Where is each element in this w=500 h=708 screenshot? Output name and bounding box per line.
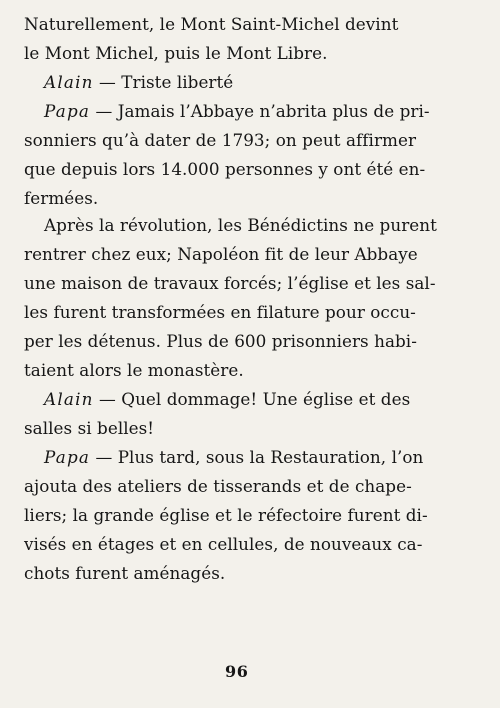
line-text: que depuis lors 14.000 personnes y ont été en- xyxy=(24,159,426,179)
speaker-name: Alain xyxy=(44,72,94,92)
line-text: — Quel dommage! Une église et des xyxy=(93,389,411,409)
text-line-6 xyxy=(24,159,425,179)
speaker-name: Alain xyxy=(44,389,94,409)
text-line-2 xyxy=(24,43,327,63)
text-line-9 xyxy=(24,244,418,264)
text-line-18 xyxy=(24,505,428,525)
text-line-1 xyxy=(24,14,398,34)
line-text: fermées. xyxy=(24,188,99,208)
line-text: Après la révolution, les Bénédictins ne purent xyxy=(44,215,437,235)
text-line-13 xyxy=(24,360,244,380)
text-line-5 xyxy=(24,130,416,150)
text-line-11 xyxy=(24,302,416,322)
line-text: Naturellement, le Mont Saint-Michel devint xyxy=(24,14,399,34)
text-line-17 xyxy=(24,476,412,496)
dialogue-line-alain-1 xyxy=(44,72,233,92)
line-text: — Plus tard, sous la Restauration, l’on xyxy=(90,447,424,467)
line-text: rentrer chez eux; Napoléon fit de leur Abbaye xyxy=(24,244,418,264)
line-text: une maison de travaux forcés; l’église et les sal- xyxy=(24,273,436,293)
text-line-15 xyxy=(24,418,154,438)
line-text: salles si belles! xyxy=(24,418,155,438)
line-text: ajouta des ateliers de tisserands et de chape- xyxy=(24,476,412,496)
dialogue-line-papa-2 xyxy=(44,447,423,467)
line-text: — Triste liberté xyxy=(93,72,234,92)
text-line-12 xyxy=(24,331,417,351)
line-text: sonniers qu’à dater de 1793; on peut affirmer xyxy=(24,130,417,150)
text-line-8 xyxy=(44,215,437,235)
line-text: liers; la grande église et le réfectoire furent di- xyxy=(24,505,428,525)
line-text: per les détenus. Plus de 600 prisonniers habi- xyxy=(24,331,417,351)
text-line-7 xyxy=(24,188,98,208)
line-text: chots furent aménagés. xyxy=(24,563,226,583)
dialogue-line-papa-1 xyxy=(44,101,430,121)
page-number: 96 xyxy=(225,662,249,681)
line-text: visés en étages et en cellules, de nouveaux ca- xyxy=(24,534,423,554)
line-text: taient alors le monastère. xyxy=(24,360,244,380)
text-line-19 xyxy=(24,534,422,554)
speaker-name: Papa xyxy=(44,447,91,467)
line-text: — Jamais l’Abbaye n’abrita plus de pri- xyxy=(90,101,430,121)
dialogue-line-alain-2 xyxy=(44,389,410,409)
text-line-20 xyxy=(24,563,225,583)
line-text: les furent transformées en filature pour occu- xyxy=(24,302,416,322)
text-line-10 xyxy=(24,273,436,293)
line-text: le Mont Michel, puis le Mont Libre. xyxy=(24,43,328,63)
speaker-name: Papa xyxy=(44,101,91,121)
